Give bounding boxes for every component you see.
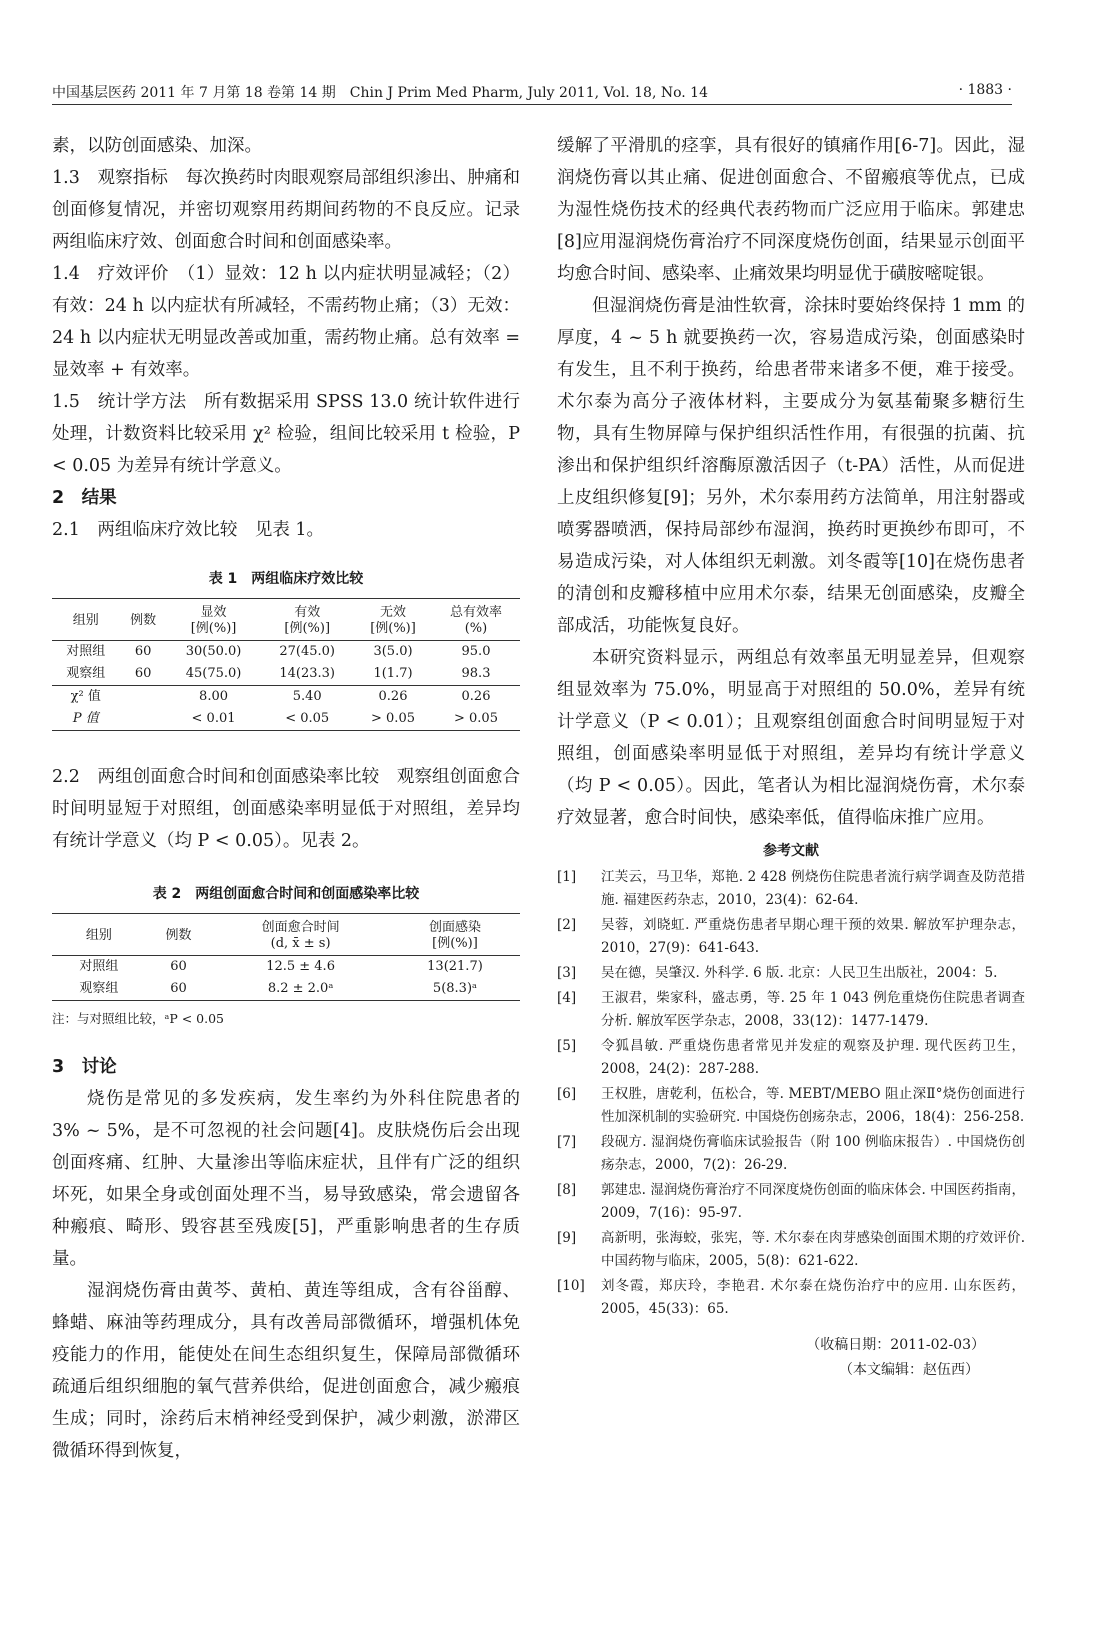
reference-number: [9] [557, 1230, 577, 1246]
reference-number: [7] [557, 1134, 577, 1150]
reference-item [557, 987, 1025, 1033]
paragraph: 本研究资料显示，两组总有效率虽无明显差异，但观察组显效率为 75.0%，明显高于对照组的 50.0%，差异有统计学意义（P < 0.01）；且观察组创面愈合时间明显短于对照组，创面感染率明显低于对照组，差异均有统计学意义（均 P < 0.05）。因此，笔者认为相比湿润烧伤膏，术尔泰疗效显著，愈合时间快，感染率低，值得临床推广应用。 [557, 648, 1025, 828]
table-row [52, 978, 520, 1001]
table-cell: 3(5.0) [373, 644, 413, 659]
table-cell: 5(8.3)ᵃ [390, 978, 520, 1001]
table-cell: 13(21.7) [427, 959, 483, 974]
reference-text: 令狐昌敏. 严重烧伤患者常见并发症的观察及护理. 现代医药卫生，2008，24(2)：287-288. [601, 1038, 1025, 1077]
reference-item [557, 866, 1025, 912]
table-cell: 98.3 [461, 666, 491, 681]
reference-item [557, 914, 1025, 960]
reference-text: 吴在德，吴肇汉. 外科学. 6 版. 北京：人民卫生出版社，2004：5. [601, 965, 998, 981]
reference-number: [8] [557, 1182, 577, 1198]
paragraph: 缓解了平滑肌的痉挛，具有很好的镇痛作用[6-7]。因此，湿润烧伤膏以其止痛、促进创面愈合、不留瘢痕等优点，已成为湿性烧伤技术的经典代表药物而广泛应用于临床。郭建忠[8]应用湿润烧伤膏治疗不同深度烧伤创面，结果显示创面平均愈合时间、感染率、止痛效果均明显优于磺胺嘧啶银。 [557, 136, 1025, 284]
reference-text: 王权胜，唐乾利，伍松合，等. MEBT/MEBO 阻止深Ⅱ°烧伤创面进行性加深机制的实验研究. 中国烧伤创疡杂志，2006，18(4)：256-258. [601, 1086, 1025, 1125]
table-row [52, 708, 520, 731]
table-cell: χ² 值 [52, 686, 120, 709]
table-cell: 对照组 [79, 959, 119, 974]
table-cell: 5.40 [260, 686, 354, 709]
reference-number: [3] [557, 965, 577, 981]
table-cell: 30(50.0) [185, 644, 242, 659]
table-cell: 60 [146, 978, 211, 1001]
reference-number: [6] [557, 1086, 577, 1102]
table-cell: 观察组 [66, 666, 106, 681]
table-cell: 27(45.0) [279, 644, 336, 659]
paragraph: 2.2 两组创面愈合时间和创面感染率比较 观察组创面愈合时间明显短于对照组，创面感染率明显低于对照组，差异均有统计学意义（均 P < 0.05）。见表 2。 [52, 767, 520, 851]
table-cell: 对照组 [66, 644, 106, 659]
section-heading-discussion: 3 讨论 [52, 1057, 117, 1077]
reference-text: 郭建忠. 湿润烧伤膏治疗不同深度烧伤创面的临床体会. 中国医药指南，2009，7(16)：95-97. [601, 1182, 1025, 1221]
reference-number: [2] [557, 917, 577, 933]
reference-number: [4] [557, 990, 577, 1006]
table1-title: 表 1 两组临床疗效比较 [208, 571, 364, 587]
reference-item [557, 1035, 1025, 1081]
table-cell: 8.00 [167, 686, 261, 709]
paragraph: 湿润烧伤膏由黄芩、黄柏、黄连等组成，含有谷甾醇、蜂蜡、麻油等药理成分，具有改善局部微循环，增强机体免疫能力的作用，能使处在间生态组织复生，保障局部微循环疏通后组织细胞的氧气营养供给，促进创面愈合，减少瘢痕生成；同时，涂药后末梢神经受到保护，减少刺激，淤滞区微循环得到恢复， [52, 1281, 520, 1461]
table-row [52, 956, 520, 979]
reference-text: 刘冬霞，郑庆玲，李艳君. 术尔泰在烧伤治疗中的应用. 山东医药，2005，45(33)：65. [601, 1278, 1025, 1317]
table-cell: 14(23.3) [279, 666, 336, 681]
table-row [52, 686, 520, 709]
table-cell: 8.2 ± 2.0ᵃ [211, 978, 390, 1001]
table1-header: 无效 [例(%)] [354, 599, 432, 641]
section-heading-results: 2 结果 [52, 488, 117, 508]
table-cell: P 值 [52, 708, 120, 731]
table1-header: 总有效率 (%) [432, 599, 520, 641]
table2-header: 组别 [52, 914, 146, 956]
table1-header: 显效 [例(%)] [167, 599, 261, 641]
table-cell [120, 708, 167, 731]
table-cell: 45(75.0) [185, 666, 242, 681]
table1-header: 例数 [120, 599, 167, 641]
table1 [52, 598, 520, 731]
table-cell: 0.26 [432, 686, 520, 709]
table2 [52, 913, 520, 1001]
reference-item [557, 1083, 1025, 1129]
paragraph: 但湿润烧伤膏是油性软膏，涂抹时要始终保持 1 mm 的厚度，4 ~ 5 h 就要换药一次，容易造成污染，创面感染时有发生，且不利于换药，给患者带来诸多不便，难于接受。术尔泰为高分子液体材料，主要成分为氨基葡聚多糖衍生物，具有生物屏障与保护组织活性作用，有很强的抗菌、抗渗出和保护组织纤溶酶原激活因子（t-PA）活性，从而促进上皮组织修复[9]；另外，术尔泰用药方法简单，用注射器或喷雾器喷洒，保持局部纱布湿润，换药时更换纱布即可，不易造成污染，对人体组织无刺激。刘冬霞等[10]在烧伤患者的清创和皮瓣移植中应用术尔泰，结果无创面感染，皮瓣全部成活，功能恢复良好。 [557, 296, 1025, 636]
left-column [52, 130, 520, 1467]
table-cell: > 0.05 [354, 708, 432, 731]
table-cell: 60 [134, 666, 152, 681]
right-column [557, 130, 1025, 1383]
references-title: 参考文献 [763, 843, 819, 859]
table2-title: 表 2 两组创面愈合时间和创面感染率比较 [152, 886, 420, 902]
reference-text: 段砚方. 湿润烧伤膏临床试验报告（附 100 例临床报告）. 中国烧伤创疡杂志，2000，7(2)：26-29. [601, 1134, 1025, 1173]
table2-header: 创面感染 [例(%)] [390, 914, 520, 956]
table-cell: < 0.05 [260, 708, 354, 731]
reference-text: 王淑君，柴家科，盛志勇，等. 25 年 1 043 例危重烧伤住院患者调查分析. 解放军医学杂志，2008，33(12)：1477-1479. [601, 990, 1025, 1029]
reference-item [557, 1275, 1025, 1321]
table-cell: 95.0 [461, 644, 491, 659]
paragraph: 烧伤是常见的多发疾病，发生率约为外科住院患者的 3% ~ 5%，是不可忽视的社会问题[4]。皮肤烧伤后会出现创面疼痛、红肿、大量渗出等临床症状，且伴有广泛的组织坏死，如果全身或创面处理不当，易导致感染，常会遗留各种瘢痕、畸形、毁容甚至残废[5]，严重影响患者的生存质量。 [52, 1089, 520, 1269]
running-header [52, 82, 1012, 105]
table-cell: > 0.05 [432, 708, 520, 731]
editor-credit: （本文编辑：赵伍西） [839, 1362, 979, 1378]
table1-header: 有效 [例(%)] [260, 599, 354, 641]
table-cell: < 0.01 [167, 708, 261, 731]
table-cell: 观察组 [52, 978, 146, 1001]
table-cell: 1(1.7) [373, 666, 413, 681]
journal-citation: 中国基层医药 2011 年 7 月第 18 卷第 14 期 Chin J Prim Med Pharm, July 2011, Vol. 18, No. 14 [52, 85, 708, 101]
reference-number: [1] [557, 869, 577, 885]
reference-item [557, 1131, 1025, 1177]
received-date: （收稿日期：2011-02-03） [806, 1337, 985, 1353]
table2-note: 注：与对照组比较，ᵃP < 0.05 [52, 1011, 224, 1026]
reference-number: [5] [557, 1038, 577, 1054]
table-cell: 60 [134, 644, 152, 659]
paragraph: 素，以防创面感染、加深。 [52, 136, 262, 156]
reference-item [557, 962, 1025, 985]
table-cell: 60 [170, 959, 187, 974]
table-cell: 12.5 ± 4.6 [266, 959, 335, 974]
table-cell: 0.26 [354, 686, 432, 709]
paragraph: 2.1 两组临床疗效比较 见表 1。 [52, 520, 325, 540]
reference-text: 江芙云，马卫华，郑艳. 2 428 例烧伤住院患者流行病学调查及防范措施. 福建医药杂志，2010，23(4)：62-64. [601, 869, 1025, 908]
reference-item [557, 1179, 1025, 1225]
table1-header: 组别 [52, 599, 120, 641]
reference-number: [10] [557, 1278, 585, 1294]
table-cell [120, 686, 167, 709]
table-row [52, 641, 520, 664]
paragraph: 1.3 观察指标 每次换药时肉眼观察局部组织渗出、肿痛和创面修复情况，并密切观察用药期间药物的不良反应。记录两组临床疗效、创面愈合时间和创面感染率。 [52, 168, 520, 252]
reference-text: 高新明，张海蛟，张宪，等. 术尔泰在肉芽感染创面围术期的疗效评价. 中国药物与临床，2005，5(8)：621-622. [601, 1230, 1025, 1269]
references-list [557, 866, 1025, 1321]
table2-header: 例数 [146, 914, 211, 956]
page-number: · 1883 · [958, 82, 1012, 98]
table2-header: 创面愈合时间 (d, x̄ ± s) [211, 914, 390, 956]
table-row [52, 663, 520, 686]
paragraph: 1.4 疗效评价 （1）显效：12 h 以内症状明显减轻；（2）有效：24 h 以内症状有所减轻，不需药物止痛；（3）无效：24 h 以内症状无明显改善或加重，需药物止痛。总有效率 = 显效率 + 有效率。 [52, 264, 520, 380]
reference-item [557, 1227, 1025, 1273]
paragraph: 1.5 统计学方法 所有数据采用 SPSS 13.0 统计软件进行处理，计数资料比较采用 χ² 检验，组间比较采用 t 检验，P < 0.05 为差异有统计学意义。 [52, 392, 520, 476]
reference-text: 吴蓉，刘晓虹. 严重烧伤患者早期心理干预的效果. 解放军护理杂志，2010，27(9)：641-643. [601, 917, 1025, 956]
